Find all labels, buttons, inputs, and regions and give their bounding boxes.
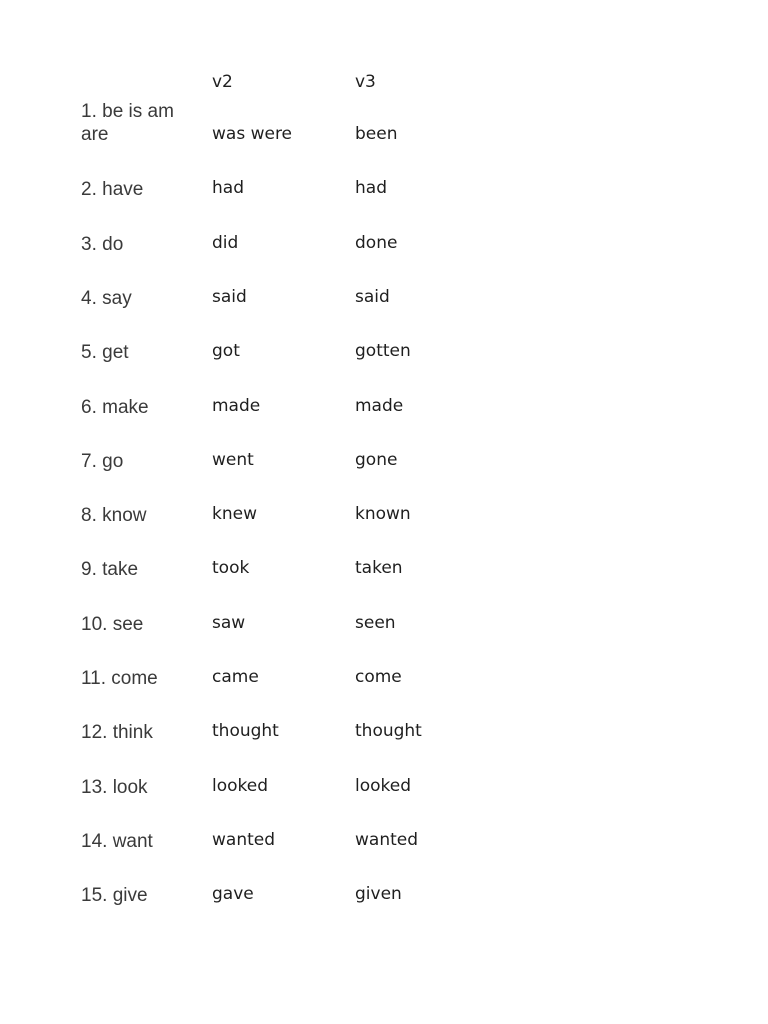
verb-row bbox=[0, 884, 768, 914]
past-simple-form: wanted bbox=[212, 830, 276, 850]
verb-row bbox=[0, 613, 768, 643]
verb-row bbox=[0, 558, 768, 588]
verb-row bbox=[0, 504, 768, 534]
verb-row bbox=[0, 233, 768, 263]
base-form: 11. come bbox=[81, 668, 158, 689]
past-participle-form: done bbox=[355, 233, 398, 253]
base-form: 14. want bbox=[81, 831, 153, 852]
base-form: 1. be is am are bbox=[81, 101, 174, 145]
base-form: 6. make bbox=[81, 397, 149, 418]
verb-row bbox=[0, 396, 768, 426]
base-form: 7. go bbox=[81, 451, 124, 472]
base-form: 2. have bbox=[81, 179, 144, 200]
past-participle-form: said bbox=[355, 287, 390, 307]
past-participle-form: made bbox=[355, 396, 404, 416]
verb-row bbox=[0, 776, 768, 806]
past-participle-form: wanted bbox=[355, 830, 419, 850]
past-simple-form: got bbox=[212, 341, 240, 361]
past-participle-form: been bbox=[355, 124, 398, 144]
past-participle-form: looked bbox=[355, 776, 412, 796]
past-simple-form: came bbox=[212, 667, 259, 687]
base-form: 8. know bbox=[81, 505, 147, 526]
past-simple-form: was were bbox=[212, 124, 293, 144]
past-simple-form: made bbox=[212, 396, 261, 416]
base-form: 13. look bbox=[81, 777, 148, 798]
base-form: 5. get bbox=[81, 342, 129, 363]
past-participle-form: given bbox=[355, 884, 402, 904]
past-simple-form: had bbox=[212, 178, 244, 198]
past-simple-form: gave bbox=[212, 884, 254, 904]
base-form: 4. say bbox=[81, 288, 132, 309]
verb-row bbox=[0, 830, 768, 860]
v3-column-header: v3 bbox=[355, 72, 376, 92]
verb-row bbox=[0, 667, 768, 697]
base-form: 12. think bbox=[81, 722, 153, 743]
base-form: 9. take bbox=[81, 559, 139, 580]
base-form: 10. see bbox=[81, 614, 144, 635]
past-participle-form: gone bbox=[355, 450, 398, 470]
past-simple-form: went bbox=[212, 450, 254, 470]
past-participle-form: had bbox=[355, 178, 387, 198]
verb-row bbox=[0, 101, 768, 154]
past-simple-form: took bbox=[212, 558, 250, 578]
past-participle-form: gotten bbox=[355, 341, 411, 361]
past-simple-form: said bbox=[212, 287, 247, 307]
verb-row bbox=[0, 721, 768, 751]
verb-row bbox=[0, 341, 768, 371]
base-form: 15. give bbox=[81, 885, 148, 906]
past-simple-form: knew bbox=[212, 504, 257, 524]
past-simple-form: looked bbox=[212, 776, 269, 796]
past-simple-form: saw bbox=[212, 613, 246, 633]
base-form: 3. do bbox=[81, 234, 124, 255]
verb-row bbox=[0, 287, 768, 317]
past-participle-form: thought bbox=[355, 721, 422, 741]
past-participle-form: known bbox=[355, 504, 411, 524]
verb-row bbox=[0, 178, 768, 208]
past-simple-form: thought bbox=[212, 721, 279, 741]
verb-row bbox=[0, 450, 768, 480]
past-participle-form: come bbox=[355, 667, 402, 687]
v2-column-header: v2 bbox=[212, 72, 233, 92]
past-participle-form: seen bbox=[355, 613, 396, 633]
past-participle-form: taken bbox=[355, 558, 403, 578]
past-simple-form: did bbox=[212, 233, 239, 253]
